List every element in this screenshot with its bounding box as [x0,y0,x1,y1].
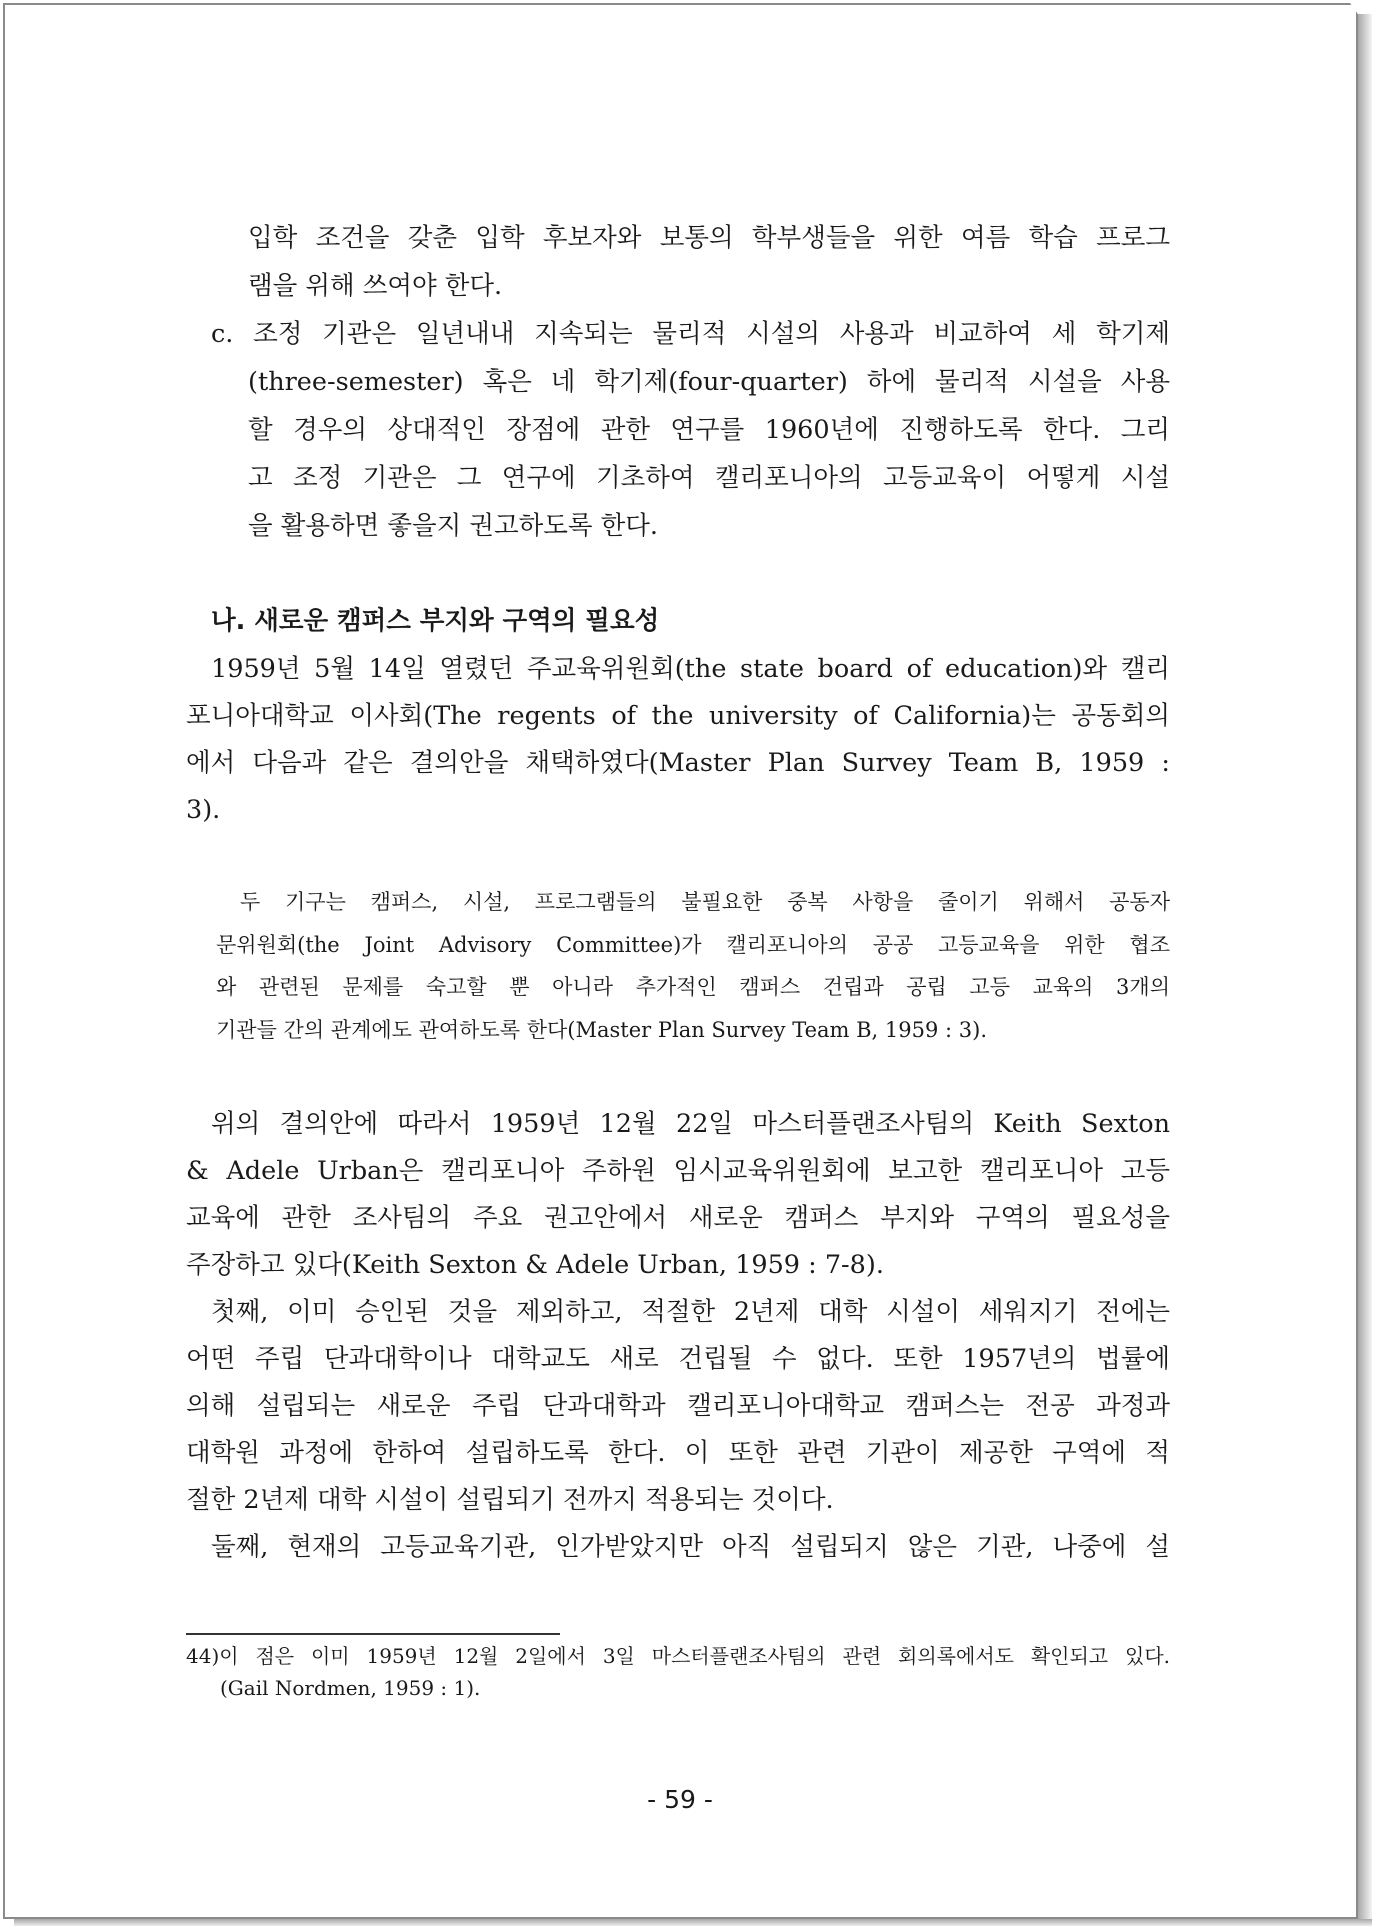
text-line: 둘째, 현재의 고등교육기관, 인가받았지만 아직 설립되지 않은 기관, 나중에 설 [211,1532,1170,1562]
quote-line: 와 관련된 문제를 숙고할 뿐 아니라 추가적인 캠퍼스 건립과 공립 고등 교육의 3개의 [216,975,1170,999]
text-line: 교육에 관한 조사팀의 주요 권고안에서 새로운 캠퍼스 부지와 구역의 필요성을 [186,1203,1170,1233]
text-line: 위의 결의안에 따라서 1959년 12월 22일 마스터플랜조사팀의 Keith Sexton [211,1109,1170,1139]
text-line: 대학원 과정에 한하여 설립하도록 한다. 이 또한 관련 기관이 제공한 구역에 적 [186,1438,1170,1468]
text-line: 입학 조건을 갖춘 입학 후보자와 보통의 학부생들을 위한 여름 학습 프로그 [248,223,1170,253]
footnote-line: 44)이 점은 이미 1959년 12월 2일에서 3일 마스터플랜조사팀의 관련 회의록에서도 확인되고 있다. [186,1644,1170,1668]
text-line: (three-semester) 혹은 네 학기제(four-quarter) 하에 물리적 시설을 사용 [248,367,1170,397]
text-line: 어떤 주립 단과대학이나 대학교도 새로 건립될 수 없다. 또한 1957년의 법률에 [186,1344,1170,1374]
text-line: 주장하고 있다(Keith Sexton & Adele Urban, 1959 : 7-8). [186,1250,884,1280]
list-item-c: c. 조정 기관은 일년내내 지속되는 물리적 시설의 사용과 비교하여 세 학기제 [211,319,1170,349]
text-line: & Adele Urban은 캘리포니아 주하원 임시교육위원회에 보고한 캘리포니아 고등 [186,1156,1170,1186]
quote-line: 문위원회(the Joint Advisory Committee)가 캘리포니아의 공공 고등교육을 위한 협조 [216,933,1170,957]
text-line: 램을 위해 쓰여야 한다. [248,271,503,301]
page-shadow-bottom [14,1919,1372,1926]
text-line: 고 조정 기관은 그 연구에 기초하여 캘리포니아의 고등교육이 어떻게 시설 [248,463,1170,493]
section-heading: 나. 새로운 캠퍼스 부지와 구역의 필요성 [211,606,660,636]
page-shadow-right [1358,14,1372,1926]
quote-line: 두 기구는 캠퍼스, 시설, 프로그램들의 불필요한 중복 사항을 줄이기 위해서 공동자 [240,890,1170,914]
quote-line: 기관들 간의 관계에도 관여하도록 한다(Master Plan Survey Team B, 1959 : 3). [216,1018,987,1042]
text-line: 1959년 5월 14일 열렸던 주교육위원회(the state board of education)와 캘리 [211,654,1170,684]
text-line: 할 경우의 상대적인 장점에 관한 연구를 1960년에 진행하도록 한다. 그리 [248,415,1170,445]
text-line: 을 활용하면 좋을지 권고하도록 한다. [248,511,659,541]
text-line: 첫째, 이미 승인된 것을 제외하고, 적절한 2년제 대학 시설이 세워지기 전에는 [211,1297,1170,1327]
text-line: 의해 설립되는 새로운 주립 단과대학과 캘리포니아대학교 캠퍼스는 전공 과정과 [186,1391,1170,1421]
text-line: 에서 다음과 같은 결의안을 채택하였다(Master Plan Survey Team B, 1959 : [186,748,1170,778]
page-number: - 59 - [647,1785,713,1814]
footnote-line: (Gail Nordmen, 1959 : 1). [220,1676,481,1700]
footnote-separator [186,1633,560,1635]
text-line: 절한 2년제 대학 시설이 설립되기 전까지 적용되는 것이다. [186,1485,834,1515]
text-line: 3). [186,795,221,825]
text-line: 포니아대학교 이사회(The regents of the university of California)는 공동회의 [186,701,1170,731]
